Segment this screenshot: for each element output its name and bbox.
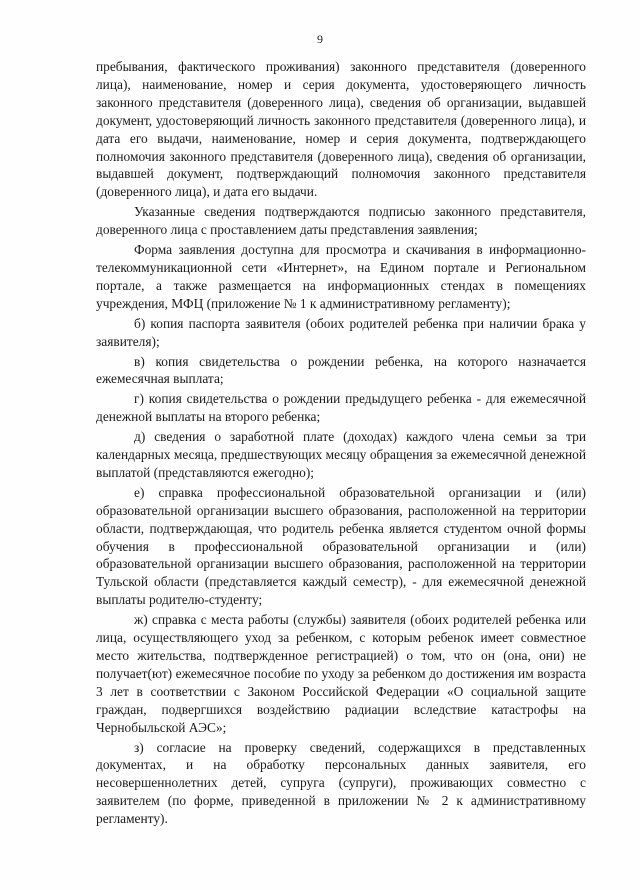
list-item-b-passport: б) копия паспорта заявителя (обоих родителей ребенка при наличии брака у заявителя); [96,315,586,349]
paragraph-signature-confirmation: Указанные сведения подтверждаются подписью законного представителя, доверенного лица с проставлением даты представления заявления; [96,204,586,238]
list-item-z-consent: з) согласие на проверку сведений, содержащихся в представленных документах, и на обработку персональных данных заявителя, его несовершеннолетних детей, супруга (супруги), проживающих совместно с заявителем (по форме, приведенной в приложении № 2 к административному регламенту). [96,739,586,827]
list-item-d-income: д) сведения о заработной плате (доходах) каждого члена семьи за три календарных месяца, предшествующих месяцу обращения за ежемесячной денежной выплатой (представляются ежегодно); [96,429,586,480]
list-item-g-previous-child: г) копия свидетельства о рождении предыдущего ребенка - для ежемесячной денежной выплаты на второго ребенка; [96,391,586,425]
list-item-zh-employment-certificate: ж) справка с места работы (службы) заявителя (обоих родителей ребенка или лица, осуществляющего уход за ребенком, с которым ребенок имеет совместное место жительства, подтвержденное регистрацией) о том, что он (она, они) не получает(ют) ежемесячное пособие по уходу за ребенком до достижения им возраста 3 лет в соответствии с Законом Российской Федерации «О социальной защите граждан, подвергшихся воздействию радиации вследствие катастрофы на Чернобыльской АЭС»; [96,612,586,735]
page-number: 9 [317,32,323,46]
list-item-v-birth-certificate: в) копия свидетельства о рождении ребенка, на которого назначается ежемесячная выплата; [96,353,586,387]
paragraph-representative-details: пребывания, фактического проживания) законного представителя (доверенного лица), наименование, номер и серия документа, удостоверяющего личность законного представителя (доверенного лица), сведения об организации, выдавшей документ, удостоверяющий личность законного представителя (доверенного лица), и дата его выдачи, наименование, номер и серия документа, подтверждающего полномочия законного представителя (доверенного лица), сведения об организации, выдавшей документ, подтверждающий полномочия законного представителя (доверенного лица), и дата его выдачи. [96,59,586,200]
paragraph-application-form: Форма заявления доступна для просмотра и скачивания в информационно-телекоммуникационной сети «Интернет», на Едином портале и Региональном портале, а также размещается на информационных стендах в помещениях учреждения, МФЦ (приложение № 1 к административному регламенту); [96,242,586,311]
list-item-e-student-certificate: е) справка профессиональной образовательной организации и (или) образовательной организации высшего образования, расположенной на территории области, подтверждающая, что родитель ребенка является студентом очной формы обучения в профессиональной образовательной организации и (или) образовательной организации высшего образования, расположенной на территории Тульской области (представляется каждый семестр), - для ежемесячной денежной выплаты родителю-студенту; [96,484,586,608]
document-body [96,58,586,828]
